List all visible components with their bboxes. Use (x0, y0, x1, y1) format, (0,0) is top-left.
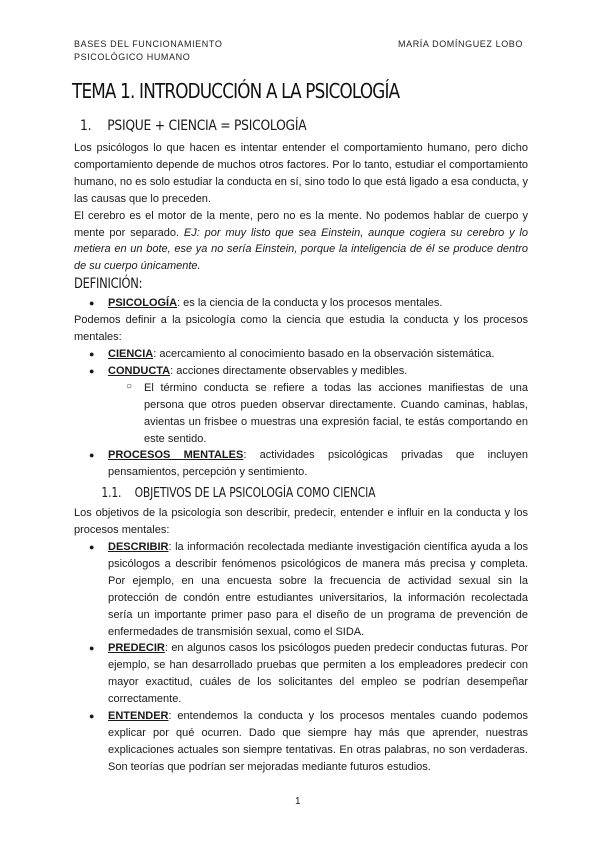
objectives-paragraph: Los objetivos de la psicología son describir, predecir, entender e influir en la conducta y los procesos mentales: (74, 507, 528, 537)
list-item (74, 447, 528, 481)
list-item (74, 640, 528, 708)
list-item (74, 295, 528, 312)
term-label: PREDECIR (108, 642, 165, 655)
term-text: : en algunos casos los psicólogos pueden predecir conductas futuras. Por ejemplo, se han desarrollado pruebas que permiten a los empleadores predecir con mayor exactitud, cuáles de los solicitantes del empleo se podrían desempeñar correctamente. (108, 642, 528, 706)
bullet-icon: ● (89, 348, 95, 359)
header-course-line1: BASES DEL FUNCIONAMIENTO (74, 39, 223, 49)
term-text: : acercamiento al conocimiento basado en la observación sistemática. (153, 347, 495, 360)
conducta-sublist (74, 380, 528, 448)
list-item (74, 539, 528, 640)
bullet-icon: ● (89, 643, 95, 654)
intro-paragraph-2 (74, 208, 528, 276)
bullet-icon: ● (89, 298, 95, 309)
term-label: ENTENDER (108, 710, 169, 723)
bullet-icon: ● (89, 450, 95, 461)
objectives-list (74, 539, 528, 776)
section-number: 1. (80, 118, 92, 134)
term-text: : acciones directamente observables y medibles. (170, 364, 408, 377)
term-label: PROCESOS MENTALES (108, 449, 244, 462)
term-label: CIENCIA (108, 347, 154, 360)
list-item (74, 708, 528, 776)
definition-list (74, 295, 528, 312)
term-text: : actividades psicológicas privadas que incluyen pensamientos, percepción y sentimiento. (108, 449, 528, 479)
circle-bullet-icon: ○ (126, 380, 133, 392)
header-course-line2: PSICOLÓGICO HUMANO (74, 52, 191, 62)
header-author: MARÍA DOMÍNGUEZ LOBO (398, 39, 524, 49)
page-title: TEMA 1. INTRODUCCIÓN A LA PSICOLOGÍA (72, 79, 400, 103)
definition-terms-list (74, 346, 528, 380)
definition-heading: DEFINICIÓN: (74, 276, 143, 293)
list-item (74, 346, 528, 363)
term-text: : entendemos la conducta y los procesos mentales cuando podemos explicar por qué ocurren. Dado que siempre hay más que aprender, nuestras explicaciones actuales son siempre tentativas. En otras palabras, no son verdaderas. Son teorías que podrían ser mejoradas mediante futuros estudios. (108, 710, 528, 773)
term-text: : la información recolectada mediante investigación científica ayuda a los psicólogos a describir fenómenos psicológicos de manera más precisa y completa. Por ejemplo, en una encuesta sobre la frecuencia de actividad sexual sin la protección de condón entre estudiantes universitarios, la información recolectada sería un importante primer paso para el diseño de un programa de prevención de enfermedades de transmisión sexual, como el SIDA. (108, 541, 528, 638)
subsection-number: 1.1. (101, 486, 122, 502)
body-content (74, 140, 528, 776)
definition-terms-list-cont (74, 447, 528, 481)
subsection-title: OBJETIVOS DE LA PSICOLOGÍA COMO CIENCIA (134, 486, 376, 502)
definition-paragraph: Podemos definir a la psicología como la ciencia que estudia la conducta y los procesos mentales: (74, 314, 528, 344)
bullet-icon: ● (89, 365, 95, 376)
example-text: EJ: por muy listo que sea Einstein, aunque cogiera su cerebro y lo metiera en un bote, ese ya no sería Einstein, porque la inteligencia de él se produce dentro de su cuerpo únicamente. (74, 226, 528, 273)
section-heading-1 (80, 118, 306, 134)
header-course (74, 38, 222, 64)
sub-list-item (74, 380, 528, 448)
bullet-icon: ● (89, 542, 95, 553)
page-number: 1 (295, 796, 301, 807)
term-label: CONDUCTA (108, 364, 171, 377)
term-label: PSICOLOGÍA (108, 297, 178, 310)
sub-item-text: El término conducta se refiere a todas las acciones manifiestas de una persona que otros pueden observar directamente. Cuando caminas, hablas, avientas un frisbee o muestras una expresión facial, te estás comportando en este sentido. (144, 381, 528, 445)
bullet-icon: ● (89, 711, 95, 722)
intro-paragraph: Los psicólogos lo que hacen es intentar entender el comportamiento humano, pero dicho comportamiento depende de muchos otros factores. Por lo tanto, estudiar el comportamiento humano, no es solo estudiar la conducta en sí, sino todo lo que está ligado a esa conducta, y las causas que lo preceden. (74, 142, 528, 205)
section-title: PSIQUE + CIENCIA = PSICOLOGÍA (107, 118, 307, 134)
list-item (74, 363, 528, 380)
section-heading-1-1 (74, 485, 451, 502)
term-text: : es la ciencia de la conducta y los procesos mentales. (177, 297, 443, 310)
term-label: DESCRIBIR (108, 541, 169, 554)
intro-text: El cerebro es el motor de la mente, pero no es la mente. No podemos hablar de cuerpo y mente por separado. (74, 209, 528, 239)
